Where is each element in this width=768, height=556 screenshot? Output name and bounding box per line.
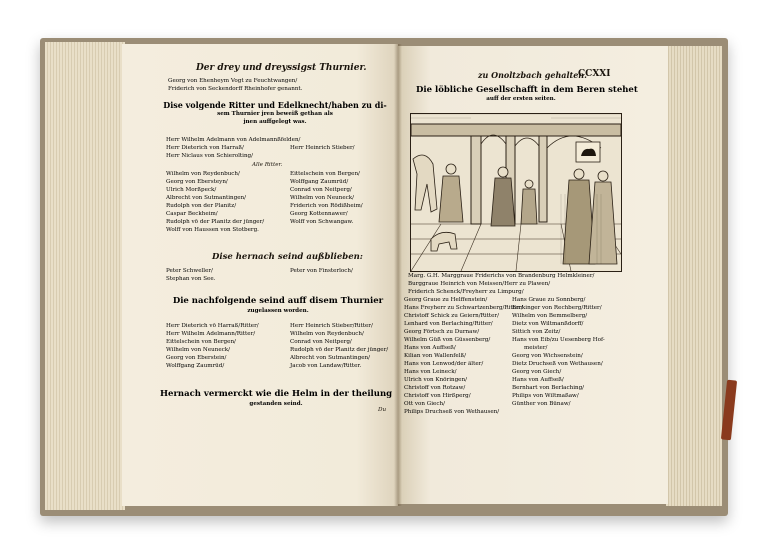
- left-page-edges: [45, 42, 125, 510]
- left-intro: [168, 77, 302, 93]
- list-item: Hans Graue zu Sonnberg/: [512, 297, 586, 303]
- heading-line: Die löbliche Gesellschafft in dem Beren stehet: [416, 85, 638, 95]
- left-heading-3: [166, 296, 390, 315]
- list-item: Herr Wilhelm Adelmann/Ritter/: [166, 331, 256, 337]
- right-page-edges: [666, 46, 722, 506]
- list-item: Hans Freyherr zu Schwartzenberg/Ritter/: [404, 305, 523, 311]
- list-item: Conrad von Neitperg/: [290, 187, 352, 193]
- list-item: Christoff Schick zu Geiern/Ritter/: [404, 313, 499, 319]
- heading-line: zugelassen worden.: [247, 308, 309, 314]
- list-item: meister/: [524, 345, 548, 351]
- right-running-head: zu Onoltzbach gehalten.: [478, 70, 587, 80]
- list-item: Stephan von See.: [166, 276, 216, 282]
- left-heading-4: [160, 389, 392, 408]
- left-ausbl-list: [166, 267, 215, 283]
- heading-line: Dise volgende Ritter und Edelknecht/haben zu di-: [163, 100, 387, 110]
- list-item: Albrecht von Sutmantingen/: [166, 195, 247, 201]
- list-item: Albrecht von Sutmantingen/: [290, 355, 371, 361]
- list-item: Dietz von Wiltmanßdorff/: [512, 321, 584, 327]
- list-item: Christoff von Rotzaw/: [404, 385, 466, 391]
- list-item: Wilhelm von Bemmelberg/: [512, 313, 588, 319]
- list-item: Georg Graue zu Helffenstein/: [404, 297, 488, 303]
- list-item: Bernhart von Berlaching/: [512, 385, 585, 391]
- list-item: Wilhelm von Neuneck/: [166, 347, 231, 353]
- list-item: Georg von Eberstein/: [166, 355, 227, 361]
- list-item: Wolff von Haussen von Stotberg.: [166, 227, 259, 233]
- list-item: Erckinger von Rechberg/Ritter/: [512, 305, 602, 311]
- list-item: Rudolph von der Planitz/: [166, 203, 237, 209]
- list-item: Marg. G.H. Marggraue Friderichs von Brandenburg Helmkleiner/: [408, 273, 595, 279]
- list-item: Wilhelm von Reydenbuch/: [290, 331, 364, 337]
- list-item: Herr Niclaus von Schierolting/: [166, 153, 254, 159]
- right-entries-top: [408, 272, 594, 296]
- list-item: Herr Wilhelm Adelmann von Adelmannßfelden/: [166, 137, 301, 143]
- left-heading-2: Dise hernach seind außblieben:: [212, 252, 363, 262]
- left-running-head: Der drey und dreyssigst Thurnier.: [196, 63, 367, 73]
- list-item: Kilian von Wallenfelß/: [404, 353, 467, 359]
- list-item: Georg von Ebersteyn/: [166, 179, 228, 185]
- list-item: Eittelschein von Bergen/: [166, 339, 236, 345]
- list-item: Herr Heinrich Stieber/: [290, 145, 355, 151]
- heading-line: jnen auffgelegt was.: [243, 119, 307, 125]
- heading-line: sem Thurnier jren beweiß gethan als: [217, 111, 333, 117]
- left-edel-list-right: [290, 170, 363, 226]
- list-item: Eittelschein von Bergen/: [290, 171, 360, 177]
- list-item: Peter Schweller/: [166, 268, 213, 274]
- alle-ritter-label: Alle Ritter.: [252, 162, 283, 168]
- left-herren-list: [166, 136, 300, 160]
- intro-line: Georg von Ehenheym Vogt zu Feuchtwangen/: [168, 78, 298, 84]
- list-item: Georg Förtsch zu Durnaw/: [404, 329, 480, 335]
- list-item: Wolffgang Zaumrüd/: [290, 179, 349, 185]
- right-subhead: [416, 85, 638, 103]
- list-item: Wilhelm von Neuneck/: [290, 195, 355, 201]
- list-item: Rudolph vō der Planitz der jünger/: [290, 347, 389, 353]
- list-item: Lenhard von Berlaching/Ritter/: [404, 321, 493, 327]
- list-item: Wilhelm von Reydenbuch/: [166, 171, 240, 177]
- heading-line: auff der ersten seiten.: [486, 96, 556, 102]
- list-item: Wilhelm Güß von Güssenberg/: [404, 337, 491, 343]
- right-list-right: [512, 296, 605, 408]
- folio-number: CCXXI: [578, 69, 611, 79]
- catchword: Du: [378, 407, 387, 413]
- heading-line: Die nachfolgende seind auff disem Thurnier: [172, 296, 384, 306]
- list-item: Caspar Beckheim/: [166, 211, 218, 217]
- right-list-left: [404, 296, 523, 416]
- left-zugel-list: [166, 322, 259, 370]
- list-item: Herr Heinrich Stieber/Ritter/: [290, 323, 373, 329]
- list-item: Ott von Giech/: [404, 401, 445, 407]
- list-item: Hans von Leineck/: [404, 369, 457, 375]
- left-ausbl-list-right: [290, 267, 353, 275]
- list-item: Georg Kottennawer/: [290, 211, 348, 217]
- heading-line: Hernach vermerckt wie die Helm in der theilung: [160, 389, 393, 399]
- list-item: Friderich Schenck/Freyherr zu Limpurg/: [408, 289, 524, 295]
- left-herren-list-right: [290, 144, 355, 152]
- list-item: Wolffgang Zaumrüd/: [166, 363, 225, 369]
- list-item: Ulrich Morßpeck/: [166, 187, 217, 193]
- list-item: Philips Druchseß von Wethausen/: [404, 409, 500, 415]
- list-item: Herr Dieterich vō Harraß/Ritter/: [166, 323, 259, 329]
- list-item: Georg von Wichsenstein/: [512, 353, 583, 359]
- list-item: Burggraue Heinrich von Meissen/Herr zu Plawen/: [408, 281, 551, 287]
- heading-line: gestanden seind.: [249, 401, 303, 407]
- list-item: Rudolph vō der Planitz der jünger/: [166, 219, 265, 225]
- list-item: Hans von Auffseß/: [512, 377, 564, 383]
- list-item: Philips von Wiltmaßaw/: [512, 393, 579, 399]
- list-item: Ulrich von Knöringen/: [404, 377, 467, 383]
- intro-line: Friderich von Seckendorff Rheinhofer genannt.: [168, 86, 303, 92]
- book-gutter: [394, 44, 402, 506]
- list-item: Jacob von Landaw/Ritter.: [290, 363, 362, 369]
- left-heading-1: [160, 100, 390, 126]
- left-edel-list: [166, 170, 264, 234]
- list-item: Friderich von Rödißheim/: [290, 203, 363, 209]
- left-zugel-list-right: [290, 322, 388, 370]
- list-item: Dietz Druchseß von Wethausen/: [512, 361, 603, 367]
- list-item: Conrad von Neitperg/: [290, 339, 352, 345]
- list-item: Herr Dieterich von Harraß/: [166, 145, 244, 151]
- list-item: Peter von Finsterloch/: [290, 268, 353, 274]
- list-item: Hans von Eib/zu Uesenberg Hof-: [512, 337, 605, 343]
- list-item: Christoff von Hirßperg/: [404, 393, 471, 399]
- list-item: Sittich von Zeitz/: [512, 329, 561, 335]
- list-item: Hans von Auffseß/: [404, 345, 456, 351]
- list-item: Günther von Bünaw/: [512, 401, 571, 407]
- list-item: Georg von Giech/: [512, 369, 562, 375]
- list-item: Hans von Lenwod/der älter/: [404, 361, 484, 367]
- list-item: Wolff von Schwangaw.: [290, 219, 354, 225]
- woodcut-illustration: [410, 113, 622, 272]
